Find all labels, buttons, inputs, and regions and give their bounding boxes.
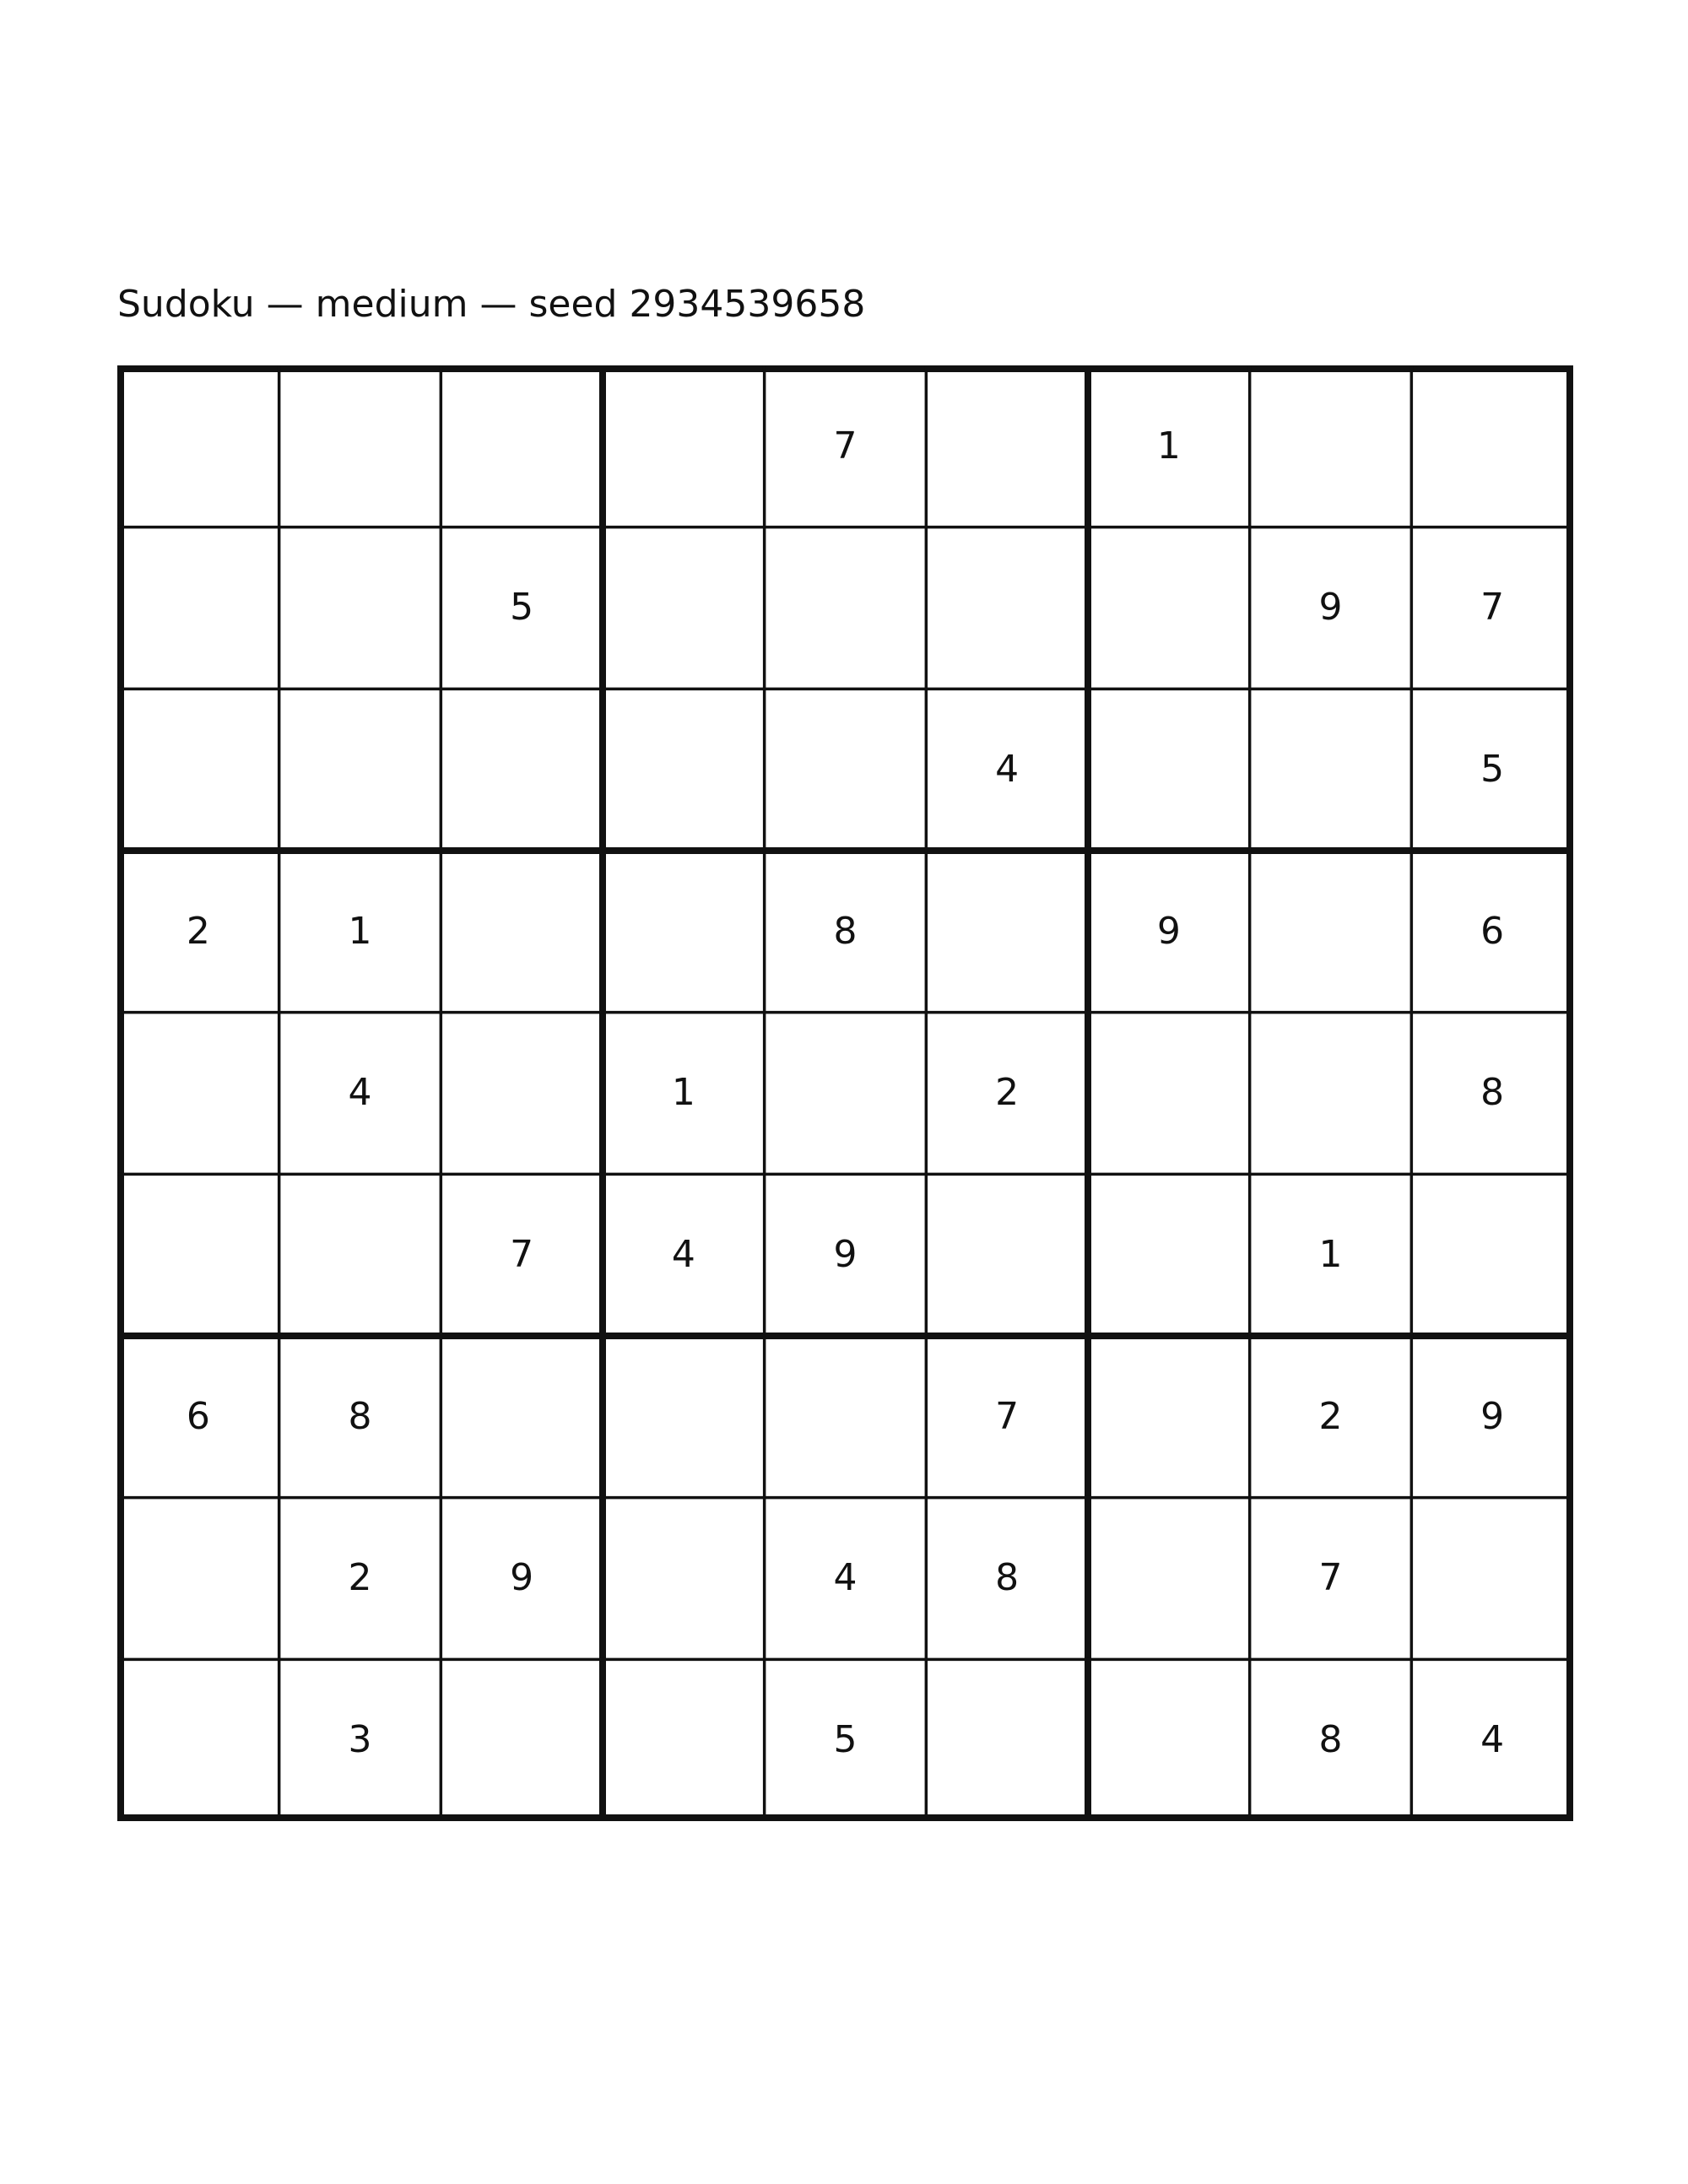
sudoku-cell-r1c6[interactable]	[926, 365, 1088, 527]
sudoku-cell-r9c4[interactable]	[603, 1659, 765, 1821]
sudoku-cell-r6c1[interactable]	[117, 1174, 279, 1336]
sudoku-cell-r5c3[interactable]	[441, 1013, 603, 1175]
sudoku-cell-r2c5[interactable]	[765, 527, 927, 689]
sudoku-cell-r1c7[interactable]: 1	[1156, 424, 1181, 468]
sudoku-cell-r5c2[interactable]: 4	[348, 1071, 372, 1115]
sudoku-cell-r6c9[interactable]	[1411, 1174, 1573, 1336]
sudoku-board	[117, 365, 1573, 1821]
sudoku-cell-r8c4[interactable]	[603, 1498, 765, 1660]
sudoku-cell-r7c1[interactable]: 6	[186, 1394, 210, 1438]
sudoku-cell-r8c3[interactable]: 9	[510, 1556, 534, 1600]
sudoku-cell-r3c8[interactable]	[1250, 689, 1412, 851]
sudoku-cell-r2c9[interactable]: 7	[1480, 586, 1505, 630]
sudoku-cell-r3c1[interactable]	[117, 689, 279, 851]
sudoku-cell-r9c3[interactable]	[441, 1659, 603, 1821]
sudoku-cell-r7c7[interactable]	[1088, 1336, 1250, 1498]
sudoku-cell-r3c5[interactable]	[765, 689, 927, 851]
sudoku-cell-r4c8[interactable]	[1250, 851, 1412, 1013]
sudoku-cell-r2c2[interactable]	[279, 527, 441, 689]
sudoku-cell-r3c3[interactable]	[441, 689, 603, 851]
sudoku-cell-r6c3[interactable]: 7	[510, 1233, 534, 1277]
sudoku-cell-r5c1[interactable]	[117, 1013, 279, 1175]
sudoku-cell-r5c6[interactable]: 2	[995, 1071, 1020, 1115]
sudoku-cell-r2c7[interactable]	[1088, 527, 1250, 689]
sudoku-cell-r3c2[interactable]	[279, 689, 441, 851]
sudoku-cell-r7c4[interactable]	[603, 1336, 765, 1498]
sudoku-cell-r6c5[interactable]: 9	[833, 1233, 858, 1277]
sudoku-cell-r8c6[interactable]: 8	[995, 1556, 1020, 1600]
sudoku-cell-r5c4[interactable]: 1	[671, 1071, 695, 1115]
sudoku-cell-r7c5[interactable]	[765, 1336, 927, 1498]
sudoku-cell-r1c5[interactable]: 7	[833, 424, 858, 468]
sudoku-cell-r3c9[interactable]: 5	[1480, 748, 1505, 792]
sudoku-cell-r1c1[interactable]	[117, 365, 279, 527]
sudoku-cell-r7c2[interactable]: 8	[348, 1394, 372, 1438]
sudoku-cell-r6c7[interactable]	[1088, 1174, 1250, 1336]
sudoku-cell-r3c6[interactable]: 4	[995, 748, 1020, 792]
sudoku-cell-r5c9[interactable]: 8	[1480, 1071, 1505, 1115]
sudoku-cell-r2c1[interactable]	[117, 527, 279, 689]
sudoku-cell-r7c3[interactable]	[441, 1336, 603, 1498]
sudoku-cell-r8c5[interactable]: 4	[833, 1556, 858, 1600]
sudoku-cell-r5c8[interactable]	[1250, 1013, 1412, 1175]
sudoku-cell-r4c5[interactable]: 8	[833, 909, 858, 953]
sudoku-cell-r1c8[interactable]	[1250, 365, 1412, 527]
sudoku-cell-r9c9[interactable]: 4	[1480, 1718, 1505, 1762]
sudoku-cell-r9c2[interactable]: 3	[348, 1718, 372, 1762]
sudoku-cell-r4c1[interactable]: 2	[186, 909, 210, 953]
sudoku-cell-r9c5[interactable]: 5	[833, 1718, 858, 1762]
sudoku-cell-r8c7[interactable]	[1088, 1498, 1250, 1660]
sudoku-cell-r8c8[interactable]: 7	[1318, 1556, 1343, 1600]
sudoku-cell-r4c6[interactable]	[926, 851, 1088, 1013]
sudoku-cell-r1c3[interactable]	[441, 365, 603, 527]
sudoku-cell-r2c8[interactable]: 9	[1318, 586, 1343, 630]
sudoku-cell-r1c9[interactable]	[1411, 365, 1573, 527]
sudoku-cell-r6c8[interactable]: 1	[1318, 1233, 1343, 1277]
sudoku-cell-r4c4[interactable]	[603, 851, 765, 1013]
puzzle-title: Sudoku — medium — seed 2934539658	[117, 283, 866, 326]
sudoku-cell-r5c7[interactable]	[1088, 1013, 1250, 1175]
sudoku-cell-r6c4[interactable]: 4	[671, 1233, 695, 1277]
sudoku-cell-r8c2[interactable]: 2	[348, 1556, 372, 1600]
sudoku-cell-r4c3[interactable]	[441, 851, 603, 1013]
sudoku-cell-r8c1[interactable]	[117, 1498, 279, 1660]
sudoku-cell-r4c7[interactable]: 9	[1156, 909, 1181, 953]
sudoku-cell-r4c2[interactable]: 1	[348, 909, 372, 953]
sudoku-cell-r5c5[interactable]	[765, 1013, 927, 1175]
sudoku-cell-r4c9[interactable]: 6	[1480, 909, 1505, 953]
sudoku-cell-r2c3[interactable]: 5	[510, 586, 534, 630]
sudoku-cell-r9c8[interactable]: 8	[1318, 1718, 1343, 1762]
sudoku-cell-r2c4[interactable]	[603, 527, 765, 689]
sudoku-cell-r9c6[interactable]	[926, 1659, 1088, 1821]
sudoku-cell-r1c4[interactable]	[603, 365, 765, 527]
sudoku-cell-r8c9[interactable]	[1411, 1498, 1573, 1660]
sudoku-cell-r9c7[interactable]	[1088, 1659, 1250, 1821]
sudoku-cell-r7c6[interactable]: 7	[995, 1394, 1020, 1438]
sudoku-cell-r3c7[interactable]	[1088, 689, 1250, 851]
sudoku-cell-r6c6[interactable]	[926, 1174, 1088, 1336]
sudoku-cell-r1c2[interactable]	[279, 365, 441, 527]
sudoku-cell-r3c4[interactable]	[603, 689, 765, 851]
sudoku-cell-r2c6[interactable]	[926, 527, 1088, 689]
sudoku-cell-r7c9[interactable]: 9	[1480, 1394, 1505, 1438]
sudoku-cell-r7c8[interactable]: 2	[1318, 1394, 1343, 1438]
sudoku-cell-r6c2[interactable]	[279, 1174, 441, 1336]
sudoku-cell-r9c1[interactable]	[117, 1659, 279, 1821]
